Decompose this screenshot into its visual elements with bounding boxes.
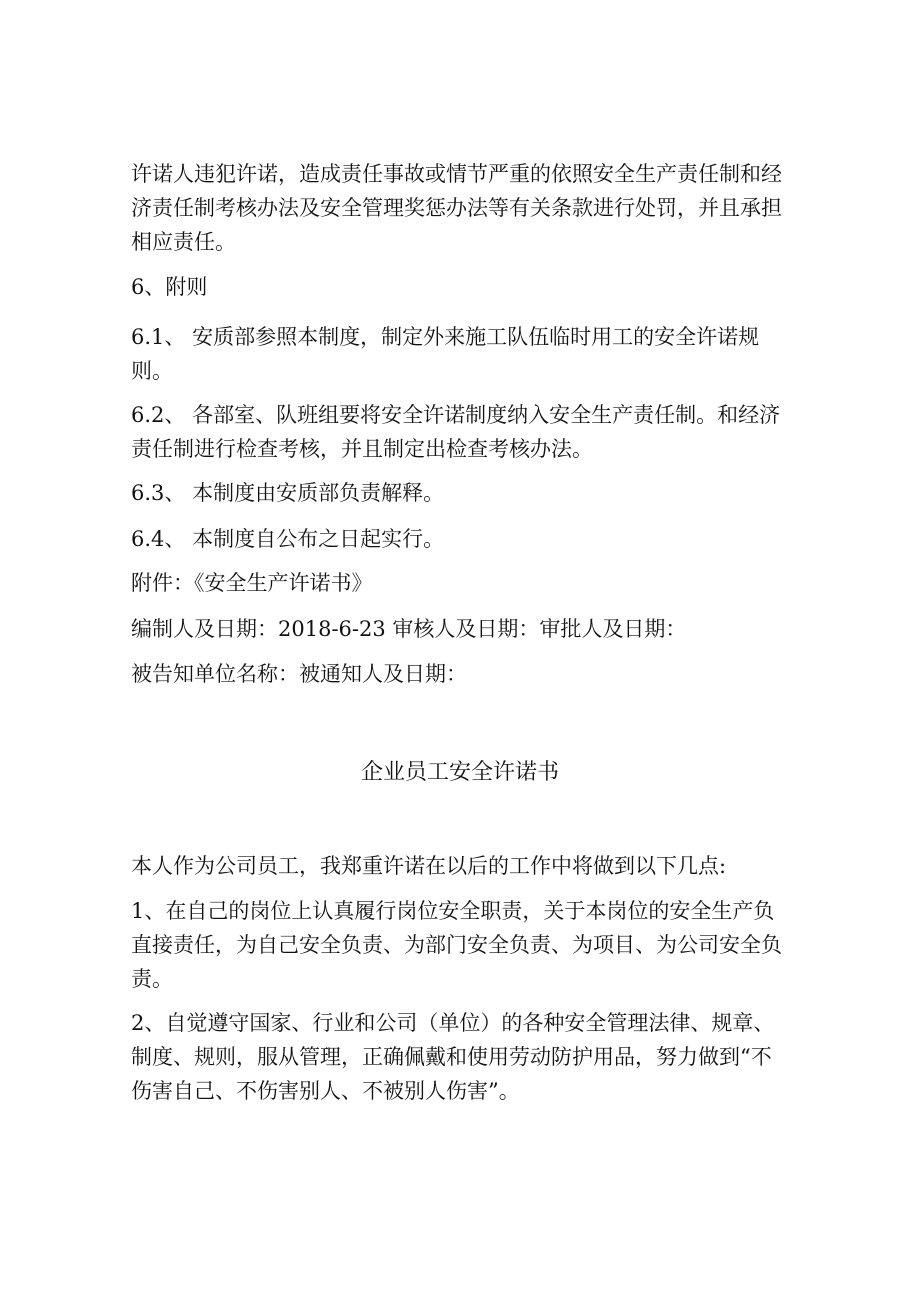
paragraph-signatures-notified: 被告知单位名称：被通知人及日期：	[131, 662, 467, 686]
paragraph-rule-6-2: 6.2、 各部室、队班组要将安全许诺制度纳入安全生产责任制。和经济责任制进行检查考核，并且制定出检查考核办法。	[131, 403, 781, 461]
paragraph-rule-6-1: 6.1、 安质部参照本制度，制定外来施工队伍临时用工的安全许诺规则。	[131, 325, 760, 383]
paragraph-attachment: 附件：《安全生产许诺书》	[131, 571, 373, 595]
paragraph-signatures-prepared: 编制人及日期：2018-6-23 审核人及日期：审批人及日期：	[131, 617, 687, 641]
section-title: 企业员工安全许诺书	[360, 760, 559, 785]
heading-appendix-rules: 6、附则	[131, 275, 208, 299]
paragraph-penalty-clause: 许诺人违犯许诺，造成责任事故或情节严重的依照安全生产责任制和经济责任制考核办法及安全管理奖惩办法等有关条款进行处罚，并且承担相应责任。	[131, 162, 782, 254]
paragraph-pledge-intro: 本人作为公司员工，我郑重许诺在以后的工作中将做到以下几点:	[131, 854, 727, 878]
paragraph-pledge-item-1: 1、在自己的岗位上认真履行岗位安全职责，关于本岗位的安全生产负直接责任，为自己安全负责、为部门安全负责、为项目、为公司安全负责。	[131, 899, 782, 991]
paragraph-rule-6-3: 6.3、 本制度由安质部负责解释。	[131, 481, 445, 505]
paragraph-pledge-item-2: 2、自觉遵守国家、行业和公司（单位）的各种安全管理法律、规章、制度、规则，服从管理，正确佩戴和使用劳动防护用品，努力做到“不伤害自己、不伤害别人、不被别人伤害”。	[131, 1011, 775, 1103]
paragraph-rule-6-4: 6.4、 本制度自公布之日起实行。	[131, 527, 445, 551]
